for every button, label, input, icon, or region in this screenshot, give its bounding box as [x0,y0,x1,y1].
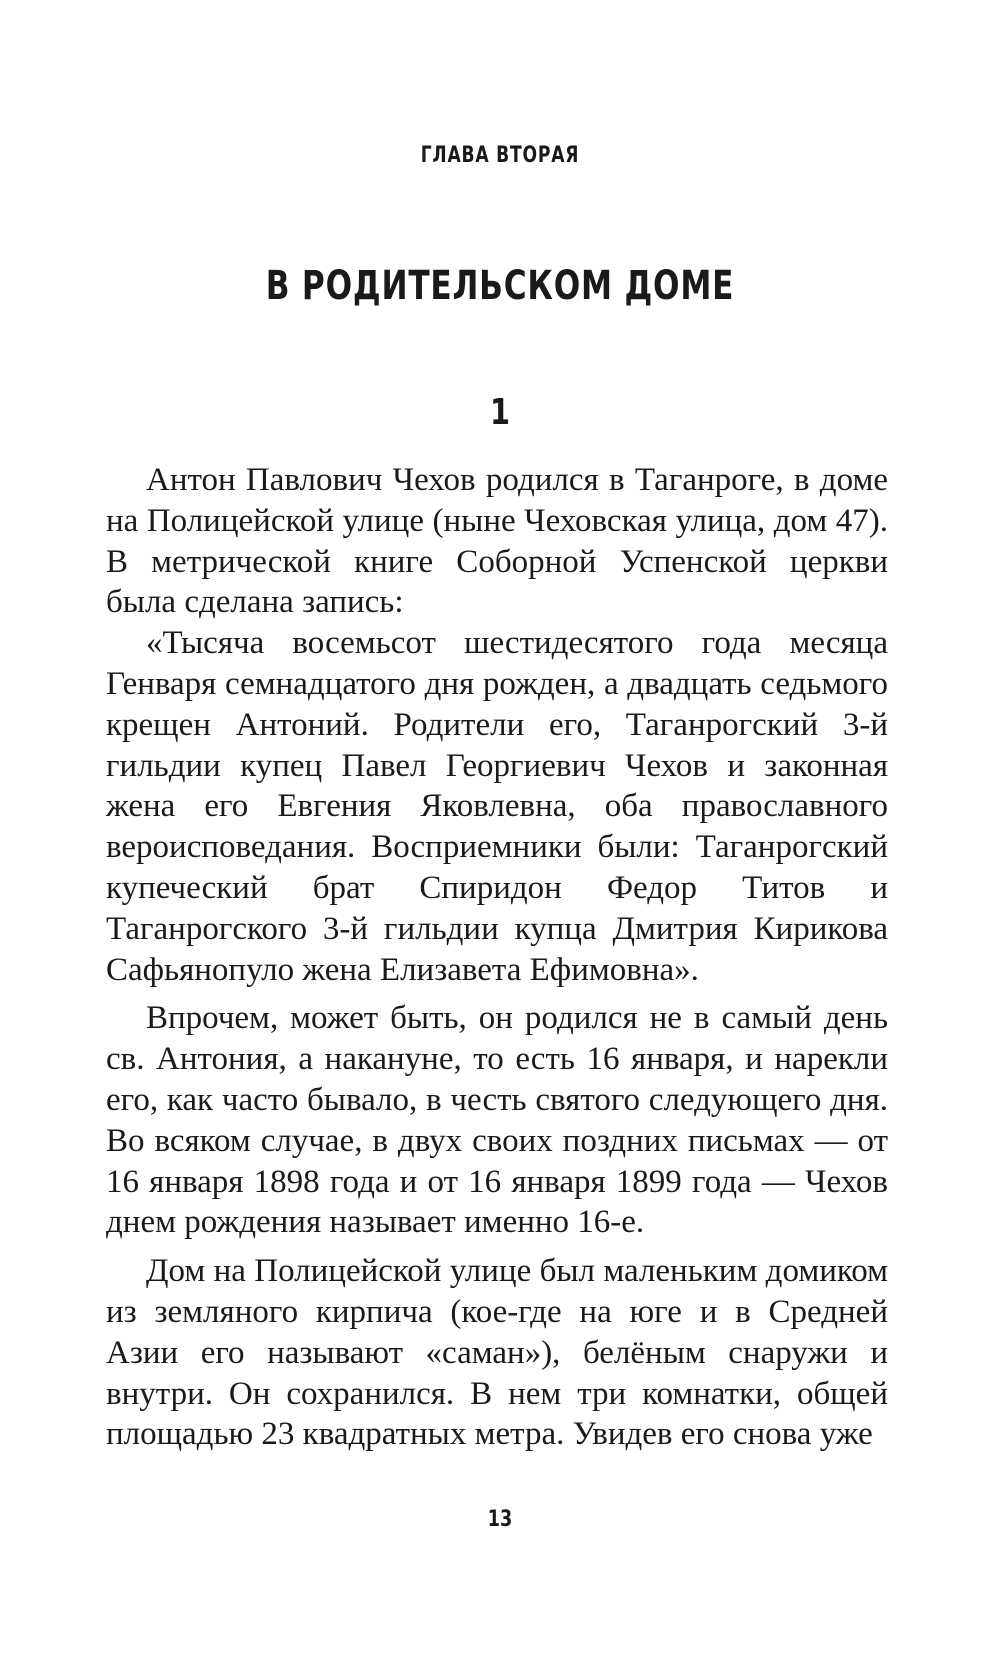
paragraph: «Тысяча восемьсот шестидесятого года месяца Генваря семнадцатого дня рожден, а двадцать седьмого крещен Антоний. Родители его, Таганрогский 3-й гильдии купец Павел Георгиевич Чехов и законная жена его Евгения Яковлевна, оба православного вероисповедания. Восприемники были: Таганрогский купеческий брат Спиридон Федор Титов и Таганрогского 3-й гильдии купца Дмитрия Кирикова Сафьянопуло жена Елизавета Ефимовна». [106,625,888,988]
paragraph: Антон Павлович Чехов родился в Таганроге, в доме на Полицейской улице (ныне Чеховская улица, дом 47). В метрической книге Соборной Успенской церкви была сделана запись: [106,462,888,621]
body-text [106,460,888,1463]
paragraph: Дом на Полицейской улице был маленьким домиком из земляного кирпича (кое-где на юге и в Средней Азии его называют «саман»), белёным снаружи и внутри. Он сохранился. В нем три комнатки, общей площадью 23 квадратных метра. Увидев его снова уже [106,1253,888,1453]
chapter-label: ГЛАВА ВТОРАЯ [420,143,580,168]
chapter-title: В РОДИТЕЛЬСКОМ ДОМЕ [265,263,735,309]
page-number: 13 [487,1507,513,1532]
section-number: 1 [489,392,511,433]
paragraph: Впрочем, может быть, он родился не в самый день св. Антония, а накануне, то есть 16 января, и нарекли его, как часто бывало, в честь святого следующего дня. Во всяком случае, в двух своих поздних письмах — от 16 января 1898 года и от 16 января 1899 года — Чехов днем рождения называет именно 16-е. [106,1000,888,1241]
